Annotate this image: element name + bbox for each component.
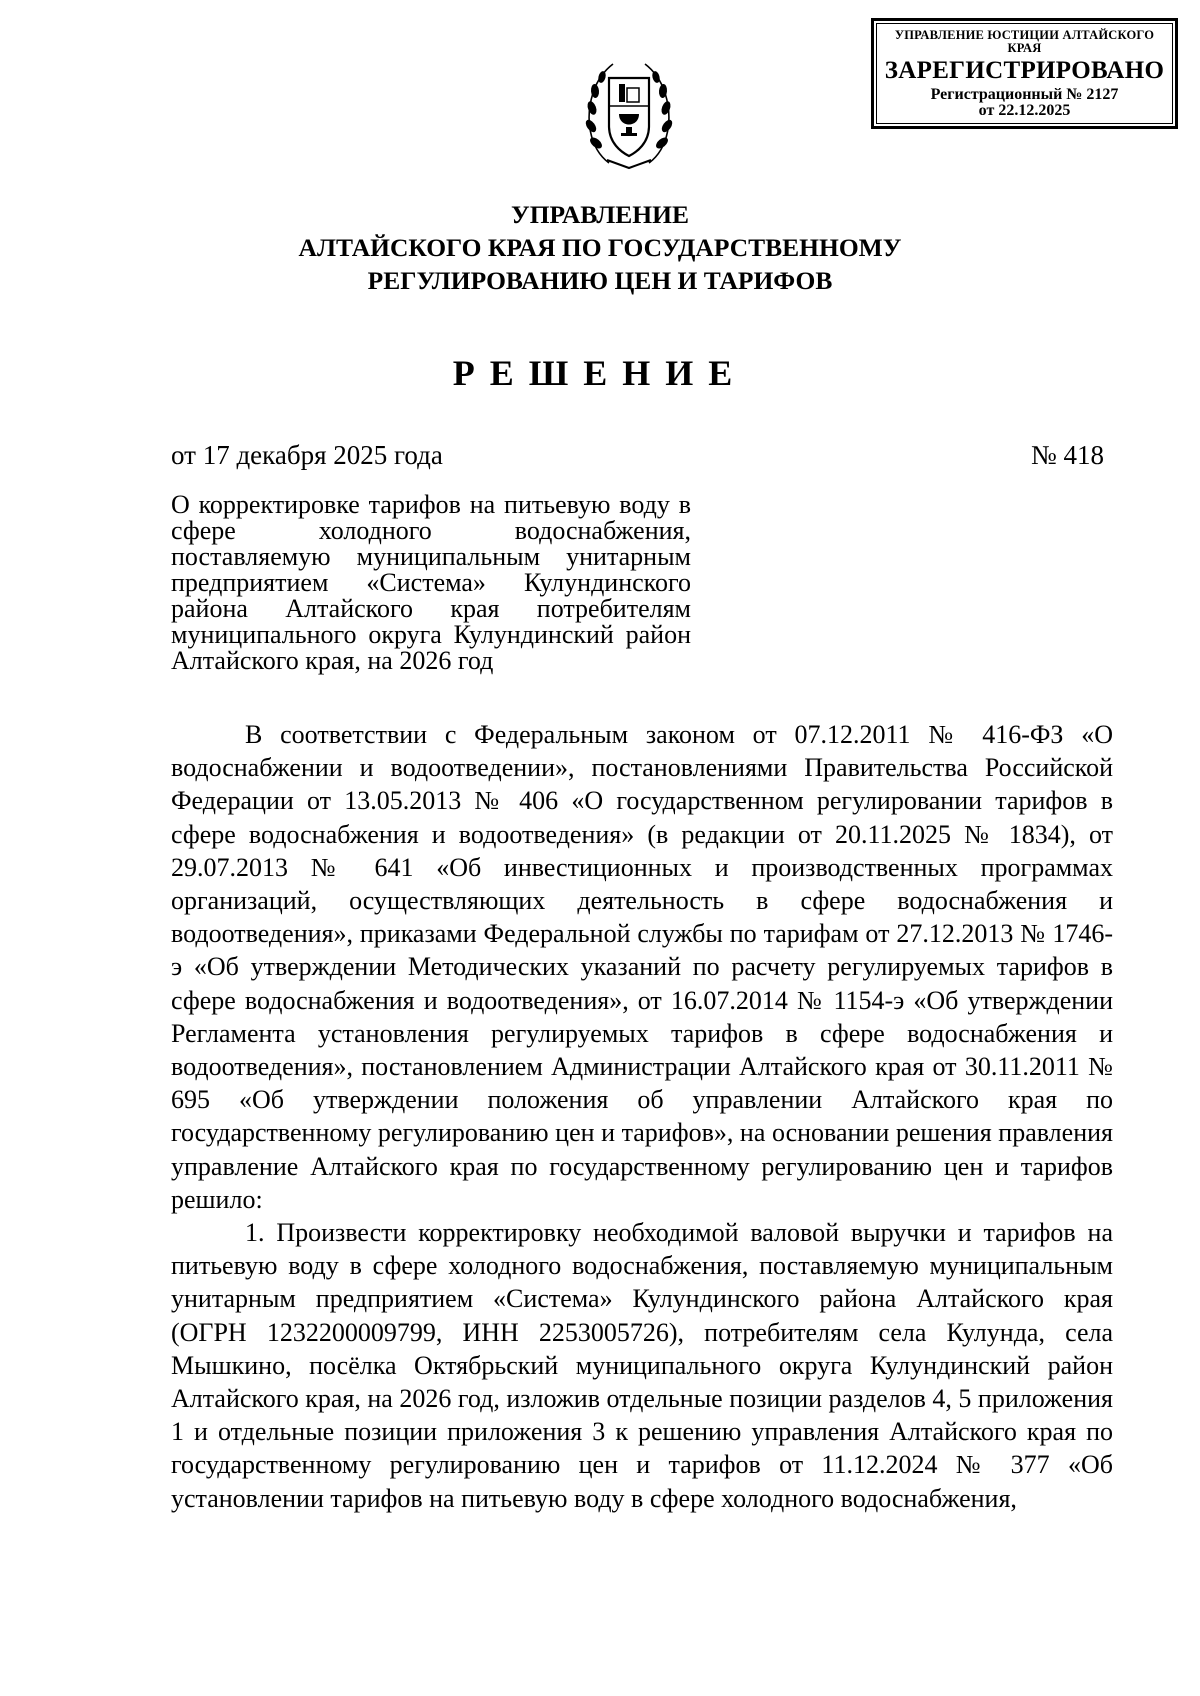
- stamp-organization: УПРАВЛЕНИЕ ЮСТИЦИИ АЛТАЙСКОГО КРАЯ: [894, 28, 1155, 56]
- registration-stamp: [871, 18, 1178, 129]
- organization-header: [200, 198, 1000, 297]
- registration-stamp-inner: [876, 23, 1173, 124]
- altai-krai-coat-of-arms-icon: [579, 48, 679, 178]
- body-paragraph-2: 1. Произвести корректировку необходимой валовой выручки и тарифов на питьевую воду в сфере холодного водоснабжения, поставляемую муниципальным унитарным предприятием «Система» Кулундинского района Алтайского края (ОГРН 1232200009799, ИНН 2253005726), потребителям села Кулунда, села Мышкино, посёлка Октябрьский муниципального округа Кулундинский район Алтайского края, на 2026 год, изложив отдельные позиции разделов 4, 5 приложения 1 и отдельные позиции приложения 3 к решению управления Алтайского края по государственному регулированию цен и тарифов от 11.12.2024 № 377 «Об установлении тарифов на питьевую воду в сфере холодного водоснабжения,: [171, 1218, 1114, 1513]
- document-subject: О корректировке тарифов на питьевую воду в сфере холодного водоснабжения, поставляемую муниципальным унитарным предприятием «Система» Кулундинского района Алтайского края потребителям муниципального округа Кулундинский район Алтайского края, на 2026 год: [171, 490, 691, 675]
- stamp-status: ЗАРЕГИСТРИРОВАНО: [884, 57, 1165, 85]
- header-line-3: РЕГУЛИРОВАНИЮ ЦЕН И ТАРИФОВ: [367, 266, 833, 295]
- header-line-2: АЛТАЙСКОГО КРАЯ ПО ГОСУДАРСТВЕННОМУ: [298, 233, 902, 262]
- stamp-registration-number: Регистрационный № 2127: [930, 85, 1119, 103]
- header-line-1: УПРАВЛЕНИЕ: [510, 200, 689, 229]
- document-date: от 17 декабря 2025 года: [171, 440, 443, 470]
- document-body: [171, 718, 1113, 1515]
- body-paragraph-1: В соответствии с Федеральным законом от 07.12.2011 № 416-ФЗ «О водоснабжении и водоотведении», постановлениями Правительства Российской Федерации от 13.05.2013 № 406 «О государственном регулировании тарифов в сфере водоснабжения и водоотведения» (в редакции от 20.11.2025 № 1834), от 29.07.2013 № 641 «Об инвестиционных и производственных программах организаций, осуществляющих деятельность в сфере водоснабжения и водоотведения», приказами Федеральной службы по тарифам от 27.12.2013 № 1746-э «Об утверждении Методических указаний по расчету регулируемых тарифов в сфере водоснабжения и водоотведения», от 16.07.2014 № 1154-э «Об утверждении Регламента установления регулируемых тарифов в сфере водоснабжения и водоотведения», постановлением Администрации Алтайского края от 30.11.2011 № 695 «Об утверждении положения об управлении Алтайского края по государственному регулированию цен и тарифов», на основании решения правления управление Алтайского края по государственному регулированию цен и тарифов решило:: [171, 720, 1113, 1214]
- document-number: № 418: [1030, 440, 1104, 470]
- stamp-registration-date: от 22.12.2025: [978, 102, 1071, 120]
- document-type-title: РЕШЕНИЕ: [452, 353, 748, 393]
